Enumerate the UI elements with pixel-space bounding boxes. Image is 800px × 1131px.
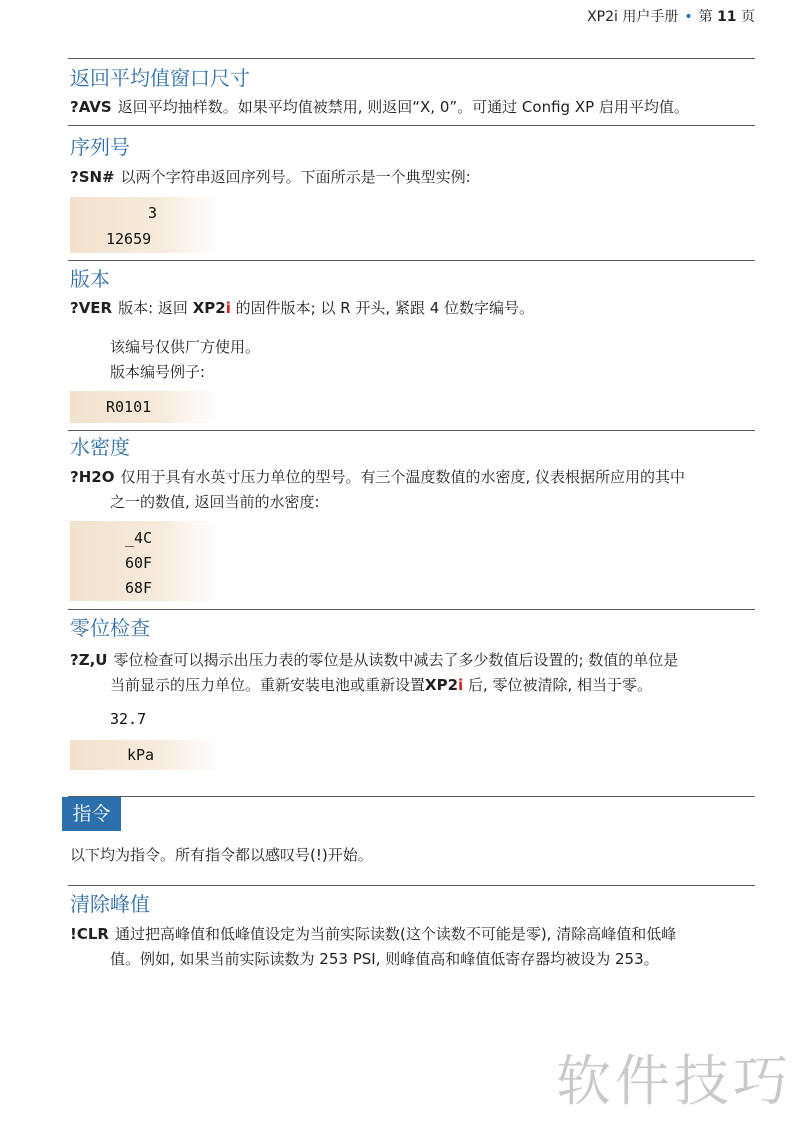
section-divider — [68, 58, 755, 59]
version-code-block — [70, 391, 220, 423]
clr-command: !CLR — [70, 925, 109, 943]
commands-intro: 以下均为指令。所有指令都以感叹号(!)开始。 — [70, 846, 373, 864]
page-header — [587, 6, 755, 26]
clr-paragraph — [70, 922, 676, 972]
sn-command: ?SN# — [70, 168, 115, 186]
brand-xp2: XP2 — [425, 676, 459, 694]
water-code-line: 60F — [125, 554, 153, 572]
section-title-water: 水密度 — [70, 435, 130, 459]
h2o-line-2: 之一的数值, 返回当前的水密度: — [110, 493, 320, 511]
avs-command: ?AVS — [70, 98, 112, 116]
watermark: 软件技巧 — [555, 1049, 792, 1113]
brand-xp2i — [425, 676, 463, 694]
brand-xp2: XP2 — [192, 299, 226, 317]
section-title-clear-peak: 清除峰值 — [70, 892, 150, 916]
sn-paragraph — [70, 165, 471, 190]
section-divider — [68, 885, 755, 886]
zero-unit: kPa — [127, 746, 155, 764]
clr-line-2: 值。例如, 如果当前实际读数为 253 PSI, 则峰值高和峰值低寄存器均被设为 253。 — [110, 950, 659, 968]
page-label: 第 — [698, 9, 713, 25]
brand-i: i — [225, 299, 231, 317]
ver-note-1: 该编号仅供厂方使用。 — [110, 338, 261, 356]
ver-text-after: 的固件版本; 以 R 开头, 紧跟 4 位数字编号。 — [230, 299, 535, 317]
ver-text-before: 版本: 返回 — [118, 299, 193, 317]
section-divider — [68, 430, 755, 431]
bullet-icon: • — [684, 9, 693, 25]
zero-line-2-after: 后, 零位被清除, 相当于零。 — [463, 676, 653, 694]
ver-note-2: 版本编号例子: — [110, 363, 206, 381]
ver-command: ?VER — [70, 299, 113, 317]
ver-note — [70, 335, 260, 385]
section-title-version: 版本 — [70, 267, 110, 291]
page-number: 11 — [717, 9, 737, 25]
brand-i: i — [458, 676, 464, 694]
h2o-command: ?H2O — [70, 468, 115, 486]
avs-paragraph — [70, 95, 689, 120]
serial-code-line: 3 — [148, 204, 158, 222]
zero-command: ?Z,U — [70, 651, 108, 669]
zero-line-1: 零位检查可以揭示出压力表的零位是从读数中减去了多少数值后设置的; 数值的单位是 — [113, 651, 679, 669]
clr-line-1: 通过把高峰值和低峰值设定为当前实际读数(这个读数不可能是零), 清除高峰值和低峰 — [114, 925, 677, 943]
avs-text: 返回平均抽样数。如果平均值被禁用, 则返回“X, 0”。可通过 Config XP 启用平均值。 — [117, 98, 689, 116]
zero-line-2-before: 当前显示的压力单位。重新安装电池或重新设置 — [110, 676, 426, 694]
section-title-avg-window: 返回平均值窗口尺寸 — [70, 66, 250, 90]
commands-heading: 指令 — [62, 797, 121, 831]
section-divider — [68, 125, 755, 126]
h2o-paragraph — [70, 465, 685, 515]
brand-xp2i — [193, 299, 231, 317]
water-code-block — [70, 521, 220, 601]
zero-paragraph — [70, 648, 678, 698]
section-divider — [68, 609, 755, 610]
zero-value: 32.7 — [110, 710, 147, 728]
section-title-zero: 零位检查 — [70, 616, 150, 640]
manual-title: XP2i 用户手册 — [587, 9, 679, 25]
water-code-line: _4C — [125, 529, 153, 547]
zero-unit-block — [70, 740, 220, 770]
section-divider — [68, 260, 755, 261]
water-code-line: 68F — [125, 579, 153, 597]
version-code-line: R0101 — [106, 398, 152, 416]
sn-text: 以两个字符串返回序列号。下面所示是一个典型实例: — [120, 168, 471, 186]
section-divider — [68, 796, 755, 797]
section-title-serial: 序列号 — [70, 135, 130, 159]
serial-code-block — [70, 197, 220, 253]
serial-code-line: 12659 — [106, 230, 152, 248]
page-suffix: 页 — [741, 9, 755, 25]
h2o-line-1: 仅用于具有水英寸压力单位的型号。有三个温度数值的水密度, 仪表根据所应用的其中 — [120, 468, 685, 486]
ver-paragraph — [70, 296, 534, 321]
